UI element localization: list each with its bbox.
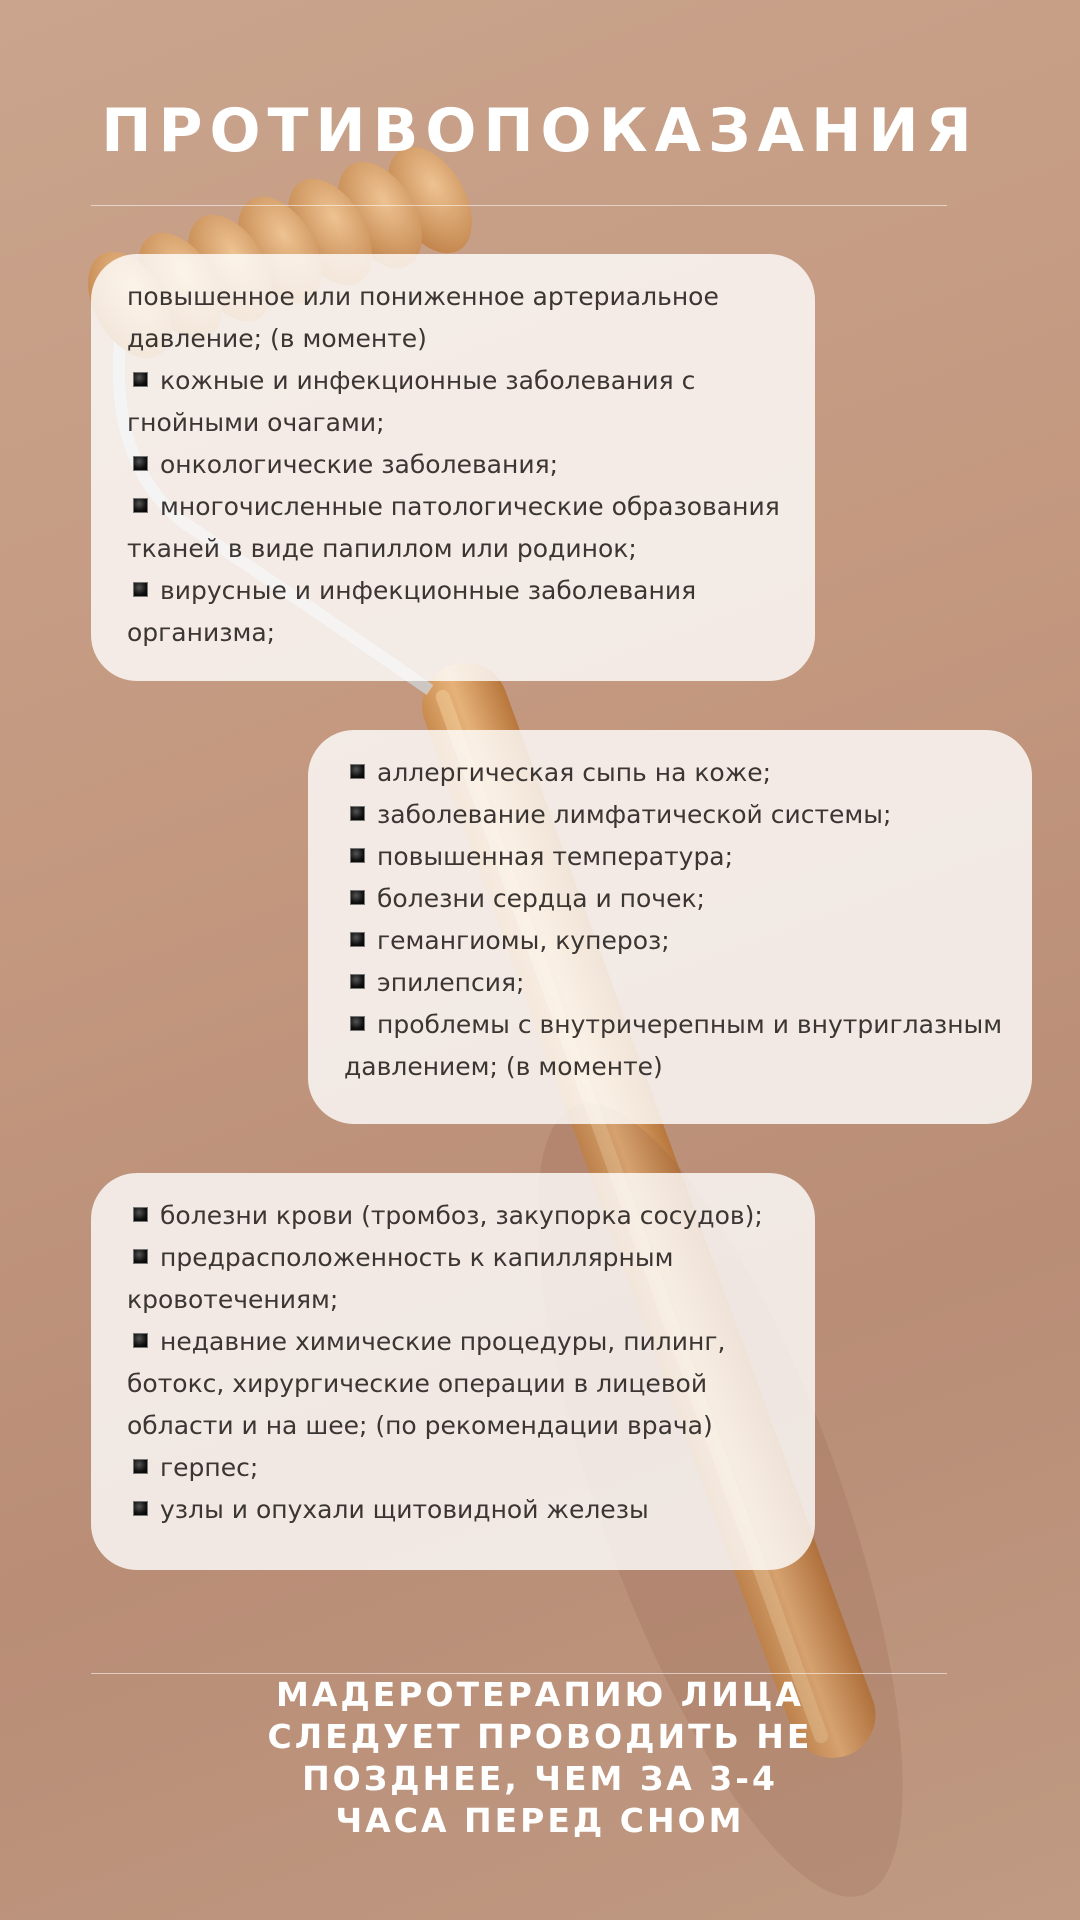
list-item-text: повышенное или пониженное артериальное давление; (в моменте) bbox=[127, 282, 719, 353]
list-item-text: проблемы с внутричерепным и внутриглазным давлением; (в моменте) bbox=[344, 1010, 1003, 1081]
title-divider bbox=[91, 205, 947, 206]
list-item-text: онкологические заболевания; bbox=[160, 450, 559, 479]
contraindications-card-2 bbox=[308, 730, 1032, 1124]
list-item bbox=[127, 486, 787, 570]
list-item bbox=[127, 444, 787, 486]
square-bullet-icon bbox=[350, 932, 365, 947]
list-item-text: вирусные и инфекционные заболевания организма; bbox=[127, 576, 697, 647]
square-bullet-icon bbox=[133, 1249, 148, 1264]
square-bullet-icon bbox=[133, 1501, 148, 1516]
list-item-text: болезни сердца и почек; bbox=[377, 884, 705, 913]
list-item bbox=[344, 878, 1004, 920]
page-title: ПРОТИВОПОКАЗАНИЯ bbox=[101, 96, 979, 166]
list-item-text: болезни крови (тромбоз, закупорка сосудов); bbox=[160, 1201, 763, 1230]
list-item bbox=[344, 1004, 1004, 1088]
list-item-text: эпилепсия; bbox=[377, 968, 525, 997]
list-item bbox=[344, 962, 1004, 1004]
list-item-text: узлы и опухали щитовидной железы bbox=[160, 1495, 649, 1524]
list-item bbox=[127, 1237, 787, 1321]
square-bullet-icon bbox=[350, 974, 365, 989]
square-bullet-icon bbox=[133, 582, 148, 597]
list-item bbox=[344, 836, 1004, 878]
list-item-text: недавние химические процедуры, пилинг, ботокс, хирургические операции в лицевой области и на шее; (по рекомендации врача) bbox=[127, 1327, 726, 1440]
square-bullet-icon bbox=[133, 1333, 148, 1348]
list-item-text: предрасположенность к капиллярным кровотечениям; bbox=[127, 1243, 674, 1314]
list-item bbox=[127, 360, 787, 444]
list-item bbox=[127, 570, 787, 654]
list-item bbox=[127, 1489, 787, 1531]
contraindications-card-3 bbox=[91, 1173, 815, 1570]
footer-note: МАДЕРОТЕРАПИЮ ЛИЦА СЛЕДУЕТ ПРОВОДИТЬ НЕ ПОЗДНЕЕ, ЧЕМ ЗА 3-4 ЧАСА ПЕРЕД СНОМ bbox=[267, 1675, 813, 1840]
square-bullet-icon bbox=[133, 1207, 148, 1222]
square-bullet-icon bbox=[350, 764, 365, 779]
list-item bbox=[344, 920, 1004, 962]
list-item-text: повышенная температура; bbox=[377, 842, 734, 871]
list-item bbox=[127, 1321, 787, 1447]
square-bullet-icon bbox=[350, 890, 365, 905]
list-item-text: кожные и инфекционные заболевания с гнойными очагами; bbox=[127, 366, 696, 437]
list-item bbox=[127, 1195, 787, 1237]
square-bullet-icon bbox=[350, 806, 365, 821]
contraindications-card-1 bbox=[91, 254, 815, 681]
square-bullet-icon bbox=[133, 1459, 148, 1474]
square-bullet-icon bbox=[133, 456, 148, 471]
list-item bbox=[127, 1447, 787, 1489]
square-bullet-icon bbox=[133, 372, 148, 387]
list-item-text: гемангиомы, купероз; bbox=[377, 926, 670, 955]
list-item bbox=[127, 276, 787, 360]
square-bullet-icon bbox=[350, 1016, 365, 1031]
list-item bbox=[344, 752, 1004, 794]
list-item bbox=[344, 794, 1004, 836]
list-item-text: многочисленные патологические образования тканей в виде папиллом или родинок; bbox=[127, 492, 780, 563]
square-bullet-icon bbox=[133, 498, 148, 513]
list-item-text: заболевание лимфатической системы; bbox=[377, 800, 892, 829]
list-item-text: герпес; bbox=[160, 1453, 259, 1482]
list-item-text: аллергическая сыпь на коже; bbox=[377, 758, 772, 787]
square-bullet-icon bbox=[350, 848, 365, 863]
